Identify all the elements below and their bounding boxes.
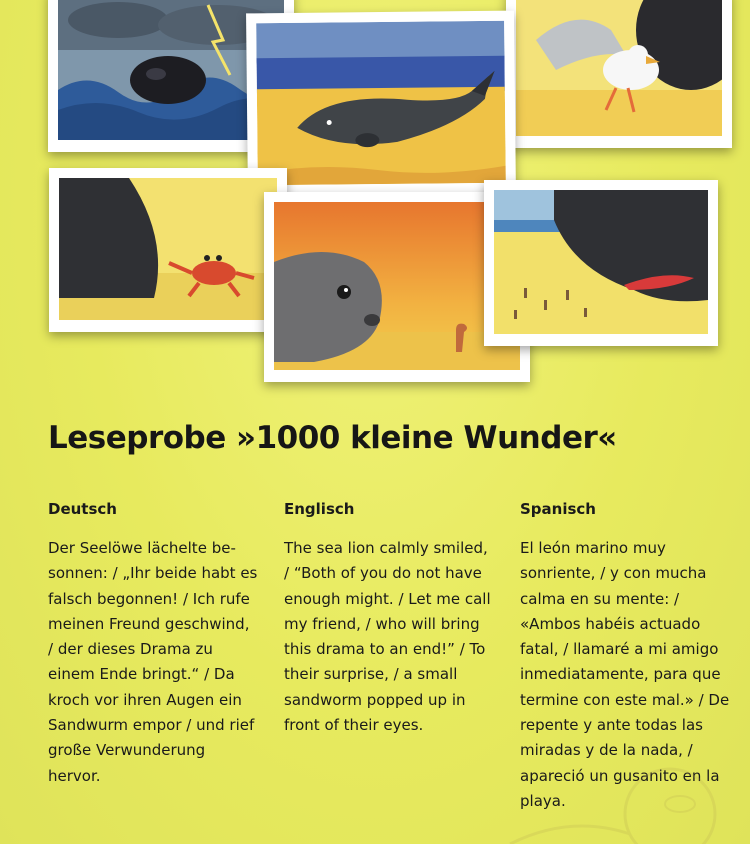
page-title: Leseprobe »1000 kleine Wunder« [48,420,617,456]
illustration-crab [49,168,287,332]
column-text-english: The sea lion calmly smiled, / “Both of you do not have enough might. / Let me call my friend, / who will bring this drama to an end!” / To their surprise, / a small sandworm popped up in front of their eyes. [284,539,491,735]
illustration-whale-worms [484,180,718,346]
column-spanish [520,500,735,814]
column-text-german: Der Seelöwe lächelte besonnen: / „Ihr beide habt es falsch begonnen! / Ich rufe meinen Freund geschwind, / der dieses Drama zu einem Ende bringt.“ / Da kroch vor ihren Augen ein Sandwurm empor / und rief große Verwunderung hervor. [48,539,258,785]
column-english [284,500,494,738]
column-text-spanish: El león marino muy sonriente, / y con mucha calma en su mente: / «Ambos habéis actuado fatal, / llamaré a mi amigo inmediatamente, para que termine con este mal.» / De repente y ante todas las miradas y de la nada, / apareció un gusanito en la playa. [520,539,730,810]
column-heading-german: Deutsch [48,500,117,518]
column-heading-spanish: Spanisch [520,500,596,518]
illustration-gallery [0,0,750,400]
column-german [48,500,258,789]
column-heading-english: Englisch [284,500,355,518]
illustration-seagull [506,0,732,148]
